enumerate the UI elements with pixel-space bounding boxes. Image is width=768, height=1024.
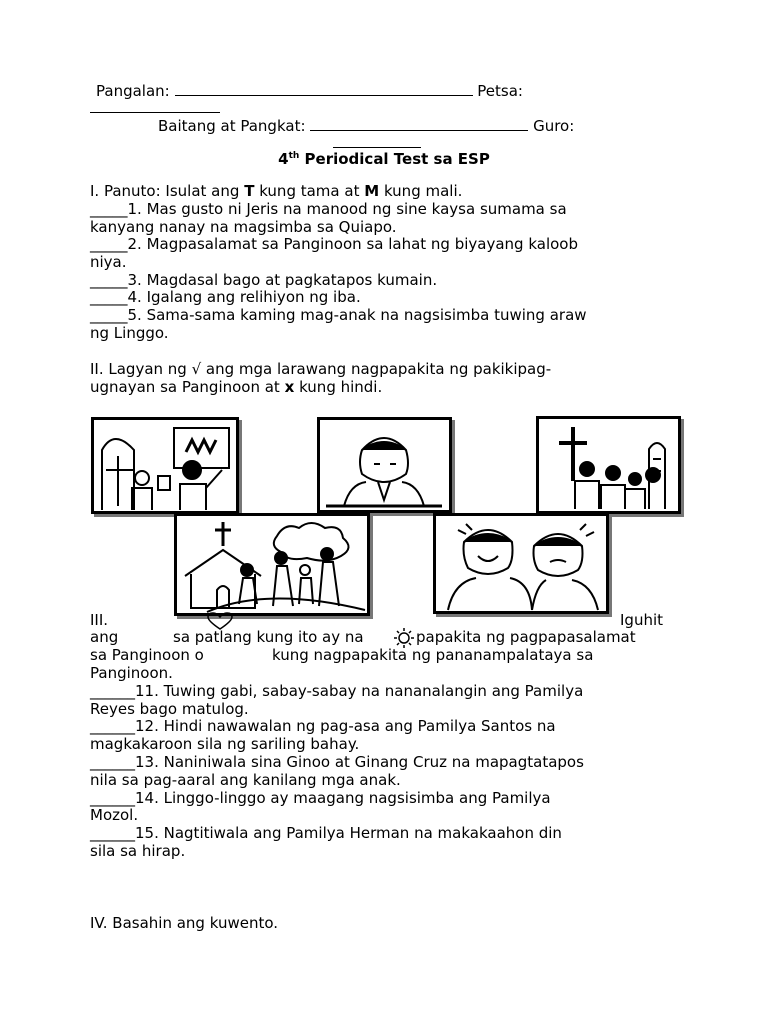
name-blank[interactable] — [175, 81, 473, 96]
part3-instr-c: papakita ng pagpapasalamat — [416, 628, 636, 646]
date-blank-line — [90, 98, 220, 117]
date-blank[interactable] — [90, 98, 220, 113]
part3-item-line: Reyes bago matulog. — [90, 700, 249, 718]
part3-head-right: Iguhit — [620, 611, 664, 629]
part1-item-line: ng Linggo. — [90, 324, 169, 342]
teacher-label: Guro: — [533, 117, 575, 135]
page-title: 4th Periodical Test sa ESP — [278, 150, 490, 168]
part1-item-line: kanyang nanay na magsimba sa Quiapo. — [90, 218, 397, 236]
part3-item-line: sila sa hirap. — [90, 842, 186, 860]
part3-item-line: ______14. Linggo-linggo ay maagang nagsisimba ang Pamilya — [90, 789, 551, 807]
part1-item-line: _____3. Magdasal bago at pagkatapos kumain. — [90, 271, 438, 289]
part1-item-line: _____1. Mas gusto ni Jeris na manood ng sine kaysa sumama sa — [90, 200, 567, 218]
picture-church-wall-children — [91, 417, 239, 514]
part1-item-line: _____4. Igalang ang relihiyon ng iba. — [90, 288, 361, 306]
grade-label: Baitang at Pangkat: — [158, 117, 306, 135]
name-label: Pangalan: — [96, 82, 170, 100]
part2-instruction-1: II. Lagyan ng √ ang mga larawang nagpapakita ng pakikipag- — [90, 360, 552, 378]
part3-item-line: Mozol. — [90, 806, 139, 824]
picture-people-in-church — [536, 416, 681, 514]
teacher-blank[interactable] — [333, 133, 421, 148]
part3-instr-a: ang — [90, 628, 119, 646]
picture-family-walking-to-church — [174, 513, 370, 616]
part3-item-line: ______12. Hindi nawawalan ng pag-asa ang Pamilya Santos na — [90, 717, 556, 735]
grade-blank[interactable] — [310, 116, 528, 131]
part1-instruction: I. Panuto: Isulat ang T kung tama at M kung mali. — [90, 182, 463, 200]
picture-praying-boy — [317, 417, 452, 513]
part3-item-line: nila sa pag-aaral ang kanilang mga anak. — [90, 771, 401, 789]
date-label: Petsa: — [477, 82, 523, 100]
part1-item-line: _____2. Magpasalamat sa Panginoon sa lahat ng biyayang kaloob — [90, 235, 578, 253]
part1-item-line: niya. — [90, 253, 127, 271]
part3-instr-d: sa Panginoon o — [90, 646, 204, 664]
part4-heading: IV. Basahin ang kuwento. — [90, 914, 279, 932]
part1-item-line: _____5. Sama-sama kaming mag-anak na nagsisimba tuwing araw — [90, 306, 587, 324]
part3-instr-f: Panginoon. — [90, 664, 173, 682]
part3-head-left: III. — [90, 611, 109, 629]
part3-item-line: ______15. Nagtitiwala ang Pamilya Herman na makakaahon din — [90, 824, 562, 842]
part3-item-line: magkakaroon sila ng sariling bahay. — [90, 735, 360, 753]
part3-item-line: ______11. Tuwing gabi, sabay-sabay na nananalangin ang Pamilya — [90, 682, 584, 700]
part2-instruction-2: ugnayan sa Panginoon at x kung hindi. — [90, 378, 383, 396]
picture-two-boys-talking — [433, 513, 609, 614]
part3-instr-b: sa patlang kung ito ay na — [173, 628, 364, 646]
part3-item-line: ______13. Naniniwala sina Ginoo at Ginang Cruz na mapagtatapos — [90, 753, 584, 771]
part3-instr-e: kung nagpapakita ng pananampalataya sa — [272, 646, 594, 664]
